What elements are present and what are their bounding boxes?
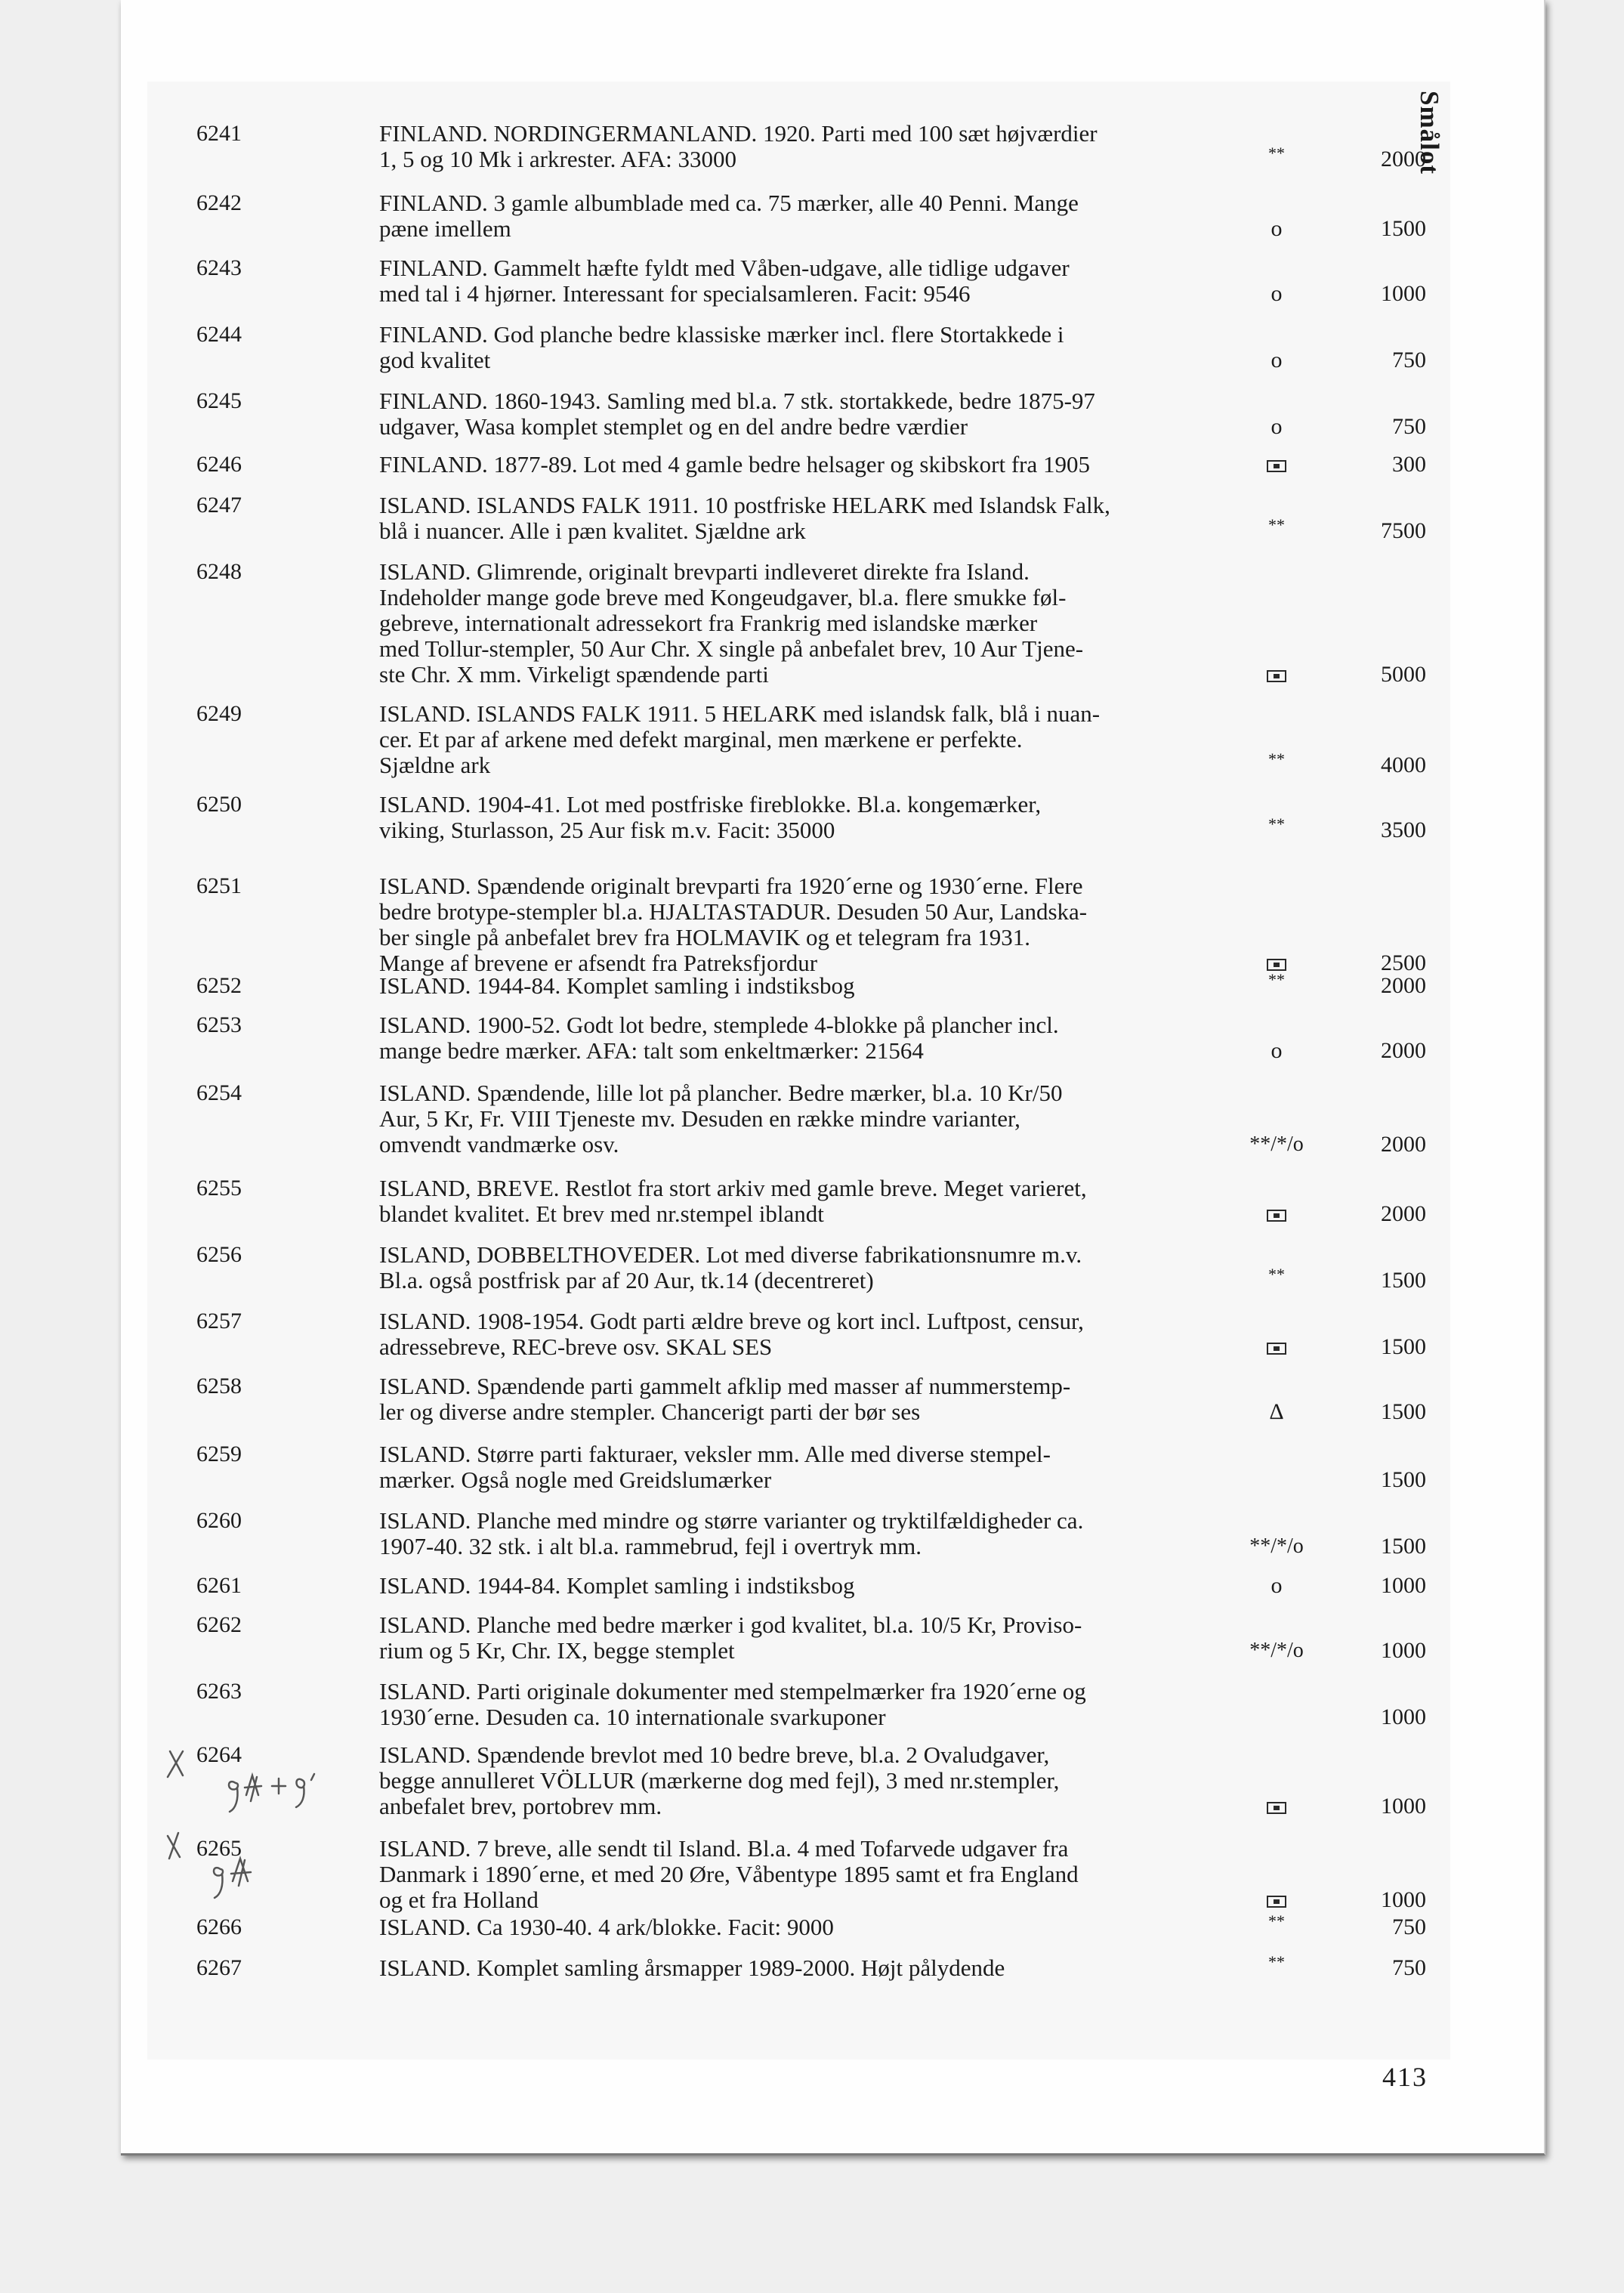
envelope-cover-icon (1267, 1210, 1286, 1222)
lot-number: 6253 (196, 1012, 242, 1037)
lot-description-line: ISLAND. Spændende originalt brevparti fra 1920´erne og 1930´erne. Flere (379, 873, 1083, 899)
lot-number: 6252 (196, 973, 242, 998)
lot-description (379, 1679, 1225, 1730)
lot-condition: ** (1268, 1911, 1285, 1930)
lot-price: 750 (1392, 414, 1426, 439)
lot-price: 1500 (1381, 1534, 1426, 1559)
lot-description-line: ISLAND. Spændende parti gammelt afklip med masser af nummerstemp- (379, 1373, 1071, 1399)
lot-number: 6257 (196, 1309, 242, 1333)
lot-price: 7500 (1381, 518, 1426, 543)
lot-description (379, 792, 1225, 843)
lot-description (379, 701, 1225, 778)
lot-number: 6249 (196, 701, 242, 726)
lot-description-line: Sjældne ark (379, 752, 491, 778)
lot-description (379, 1612, 1225, 1664)
lot-condition: o (1270, 348, 1283, 372)
handwritten-note-6264 (229, 1782, 238, 1812)
lot-description-line: 1907-40. 32 stk. i alt bl.a. rammebrud, fejl i overtryk mm. (379, 1533, 922, 1559)
lot-condition: ** (1268, 1265, 1285, 1284)
lot-price: 2000 (1381, 147, 1426, 172)
lot-price: 1000 (1381, 1794, 1426, 1819)
lot-price: 1500 (1381, 1467, 1426, 1492)
handwritten-annotations (151, 1730, 347, 1904)
lot-price: 2500 (1381, 950, 1426, 975)
lot-price: 2000 (1381, 1132, 1426, 1157)
lot-description-line: ISLAND. 1944-84. Komplet samling i indstiksbog (379, 1572, 855, 1599)
lot-description-line: gebreve, internationalt adressekort fra Frankrig med islandske mærker (379, 610, 1038, 636)
lot-description-line: ISLAND. Spændende, lille lot på plancher. Bedre mærker, bl.a. 10 Kr/50 (379, 1080, 1063, 1106)
lot-description-line: FINLAND. NORDINGERMANLAND. 1920. Parti med 100 sæt højværdier (379, 120, 1098, 147)
lot-condition: ** (1268, 749, 1285, 768)
lot-number: 6262 (196, 1612, 242, 1637)
lot-condition: **/*/o (1249, 1534, 1304, 1558)
handwritten-note-6265 (214, 1868, 223, 1898)
lot-price: 2000 (1381, 1201, 1426, 1226)
lot-description-line: ISLAND. ISLANDS FALK 1911. 5 HELARK med islandsk falk, blå i nuan- (379, 700, 1101, 727)
lot-price: 3500 (1381, 817, 1426, 842)
lot-price: 1000 (1381, 1573, 1426, 1598)
lot-description (379, 388, 1225, 440)
lot-description-line: blå i nuancer. Alle i pæn kvalitet. Sjældne ark (379, 518, 806, 544)
lot-condition: ** (1268, 814, 1285, 833)
lot-price: 750 (1392, 1914, 1426, 1939)
lot-description-line: blandet kvalitet. Et brev med nr.stempel iblandt (379, 1201, 824, 1227)
lot-condition: ** (1268, 144, 1285, 162)
lot-number: 6248 (196, 559, 242, 584)
lot-description (379, 1442, 1225, 1493)
envelope-cover-icon (1224, 1201, 1329, 1227)
lot-price: 1000 (1381, 1638, 1426, 1663)
lot-number: 6256 (196, 1242, 242, 1267)
lot-condition: ** (1268, 970, 1285, 989)
lot-description-line: 1930´erne. Desuden ca. 10 internationale svarkuponer (379, 1704, 886, 1730)
lot-description-line: ISLAND. Komplet samling årsmapper 1989-2000. Højt pålydende (379, 1955, 1005, 1981)
lot-price: 1500 (1381, 1399, 1426, 1424)
lot-price: 2000 (1381, 1038, 1426, 1063)
lot-number: 6259 (196, 1442, 242, 1466)
lot-description-line: ISLAND. ISLANDS FALK 1911. 10 postfriske HELARK med Islandsk Falk, (379, 492, 1110, 518)
handwritten-x-mark-6264 (168, 1751, 183, 1777)
lot-description (379, 1374, 1225, 1425)
lot-description (379, 452, 1225, 477)
lot-description (379, 1573, 1225, 1599)
lot-number: 6263 (196, 1679, 242, 1704)
lot-description-line: Bl.a. også postfrisk par af 20 Aur, tk.14 (decentreret) (379, 1267, 874, 1293)
lot-number: 6244 (196, 322, 242, 347)
lot-description-line: med Tollur-stempler, 50 Aur Chr. X single på anbefalet brev, 10 Aur Tjene- (379, 635, 1084, 662)
lot-condition: o (1270, 414, 1283, 439)
lot-description-line: ISLAND, DOBBELTHOVEDER. Lot med diverse fabrikationsnumre m.v. (379, 1241, 1082, 1268)
lot-description-line: mærker. Også nogle med Greidslumærker (379, 1466, 772, 1493)
lot-number: 6245 (196, 388, 242, 413)
lot-description-line: FINLAND. 1860-1943. Samling med bl.a. 7 stk. stortakkede, bedre 1875-97 (379, 388, 1095, 414)
lot-description-line: Mange af brevene er afsendt fra Patreksfjordur (379, 950, 818, 976)
lot-description-line: ISLAND. Parti originale dokumenter med stempelmærker fra 1920´erne og (379, 1678, 1086, 1704)
page-number: 413 (1382, 2062, 1428, 2092)
lot-number: 6266 (196, 1914, 242, 1939)
handwritten-x-mark-6265 (168, 1833, 180, 1859)
lot-description (379, 493, 1225, 544)
lot-condition: o (1270, 216, 1283, 241)
envelope-cover-icon (1224, 1334, 1329, 1360)
lot-description-line: viking, Sturlasson, 25 Aur fisk m.v. Facit: 35000 (379, 817, 835, 843)
lot-number: 6264 (196, 1742, 242, 1767)
lot-number: 6260 (196, 1508, 242, 1533)
lot-description-line: ste Chr. X mm. Virkeligt spændende parti (379, 661, 769, 688)
lot-price: 1000 (1381, 1704, 1426, 1729)
lot-description (379, 559, 1225, 688)
lot-description-line: begge annulleret VÖLLUR (mærkerne dog med fejl), 3 med nr.stempler, (379, 1767, 1060, 1794)
lot-description (379, 1012, 1225, 1064)
lot-description-line: ISLAND. Planche med mindre og større varianter og tryktilfældigheder ca. (379, 1507, 1084, 1534)
lot-description-line: med tal i 4 hjørner. Interessant for specialsamleren. Facit: 9546 (379, 280, 971, 307)
envelope-cover-icon (1267, 1896, 1286, 1908)
lot-description-line: pæne imellem (379, 215, 511, 242)
lot-number: 6251 (196, 873, 242, 898)
lot-description-line: ISLAND. 1908-1954. Godt parti ældre breve og kort incl. Luftpost, censur, (379, 1308, 1084, 1334)
lot-description (379, 1508, 1225, 1559)
lot-description-line: ber single på anbefalet brev fra HOLMAVIK og et telegram fra 1931. (379, 924, 1030, 950)
lot-description (379, 255, 1225, 307)
lot-number: 6241 (196, 121, 242, 146)
lot-number: 6246 (196, 452, 242, 477)
lot-price: 300 (1392, 452, 1426, 477)
lot-number: 6267 (196, 1955, 242, 1980)
lot-description-line: og et fra Holland (379, 1887, 539, 1913)
lot-number: 6261 (196, 1573, 242, 1598)
lot-description (379, 190, 1225, 242)
lot-description (379, 121, 1225, 172)
lot-description-line: rium og 5 Kr, Chr. IX, begge stemplet (379, 1637, 735, 1664)
lot-description (379, 1242, 1225, 1293)
lot-description (379, 1742, 1225, 1819)
lot-description (379, 1836, 1225, 1913)
lot-price: 1000 (1381, 1887, 1426, 1912)
lot-number: 6243 (196, 255, 242, 280)
lot-description (379, 1309, 1225, 1360)
lot-price: 750 (1392, 348, 1426, 372)
lot-description (379, 973, 1225, 999)
lot-description-line: anbefalet brev, portobrev mm. (379, 1793, 662, 1819)
lot-description-line: Indeholder mange gode breve med Kongeudgaver, bl.a. flere smukke føl- (379, 584, 1067, 610)
lot-description-line: god kvalitet (379, 347, 491, 373)
lot-condition: Δ (1269, 1399, 1284, 1424)
lot-price: 1500 (1381, 1334, 1426, 1359)
envelope-cover-icon (1224, 1794, 1329, 1819)
lot-description-line: bedre brotype-stempler bl.a. HJALTASTADUR. Desuden 50 Aur, Landska- (379, 898, 1088, 925)
lot-condition: ** (1268, 515, 1285, 534)
lot-condition: ** (1268, 1952, 1285, 1971)
lot-number: 6242 (196, 190, 242, 215)
lot-description-line: ISLAND. Glimrende, originalt brevparti indleveret direkte fra Island. (379, 558, 1030, 585)
lot-description-line: adressebreve, REC-breve osv. SKAL SES (379, 1333, 773, 1360)
lot-description-line: ISLAND. Planche med bedre mærker i god kvalitet, bl.a. 10/5 Kr, Proviso- (379, 1612, 1082, 1638)
lot-description-line: Aur, 5 Kr, Fr. VIII Tjeneste mv. Desuden en række mindre varianter, (379, 1105, 1020, 1132)
lot-description-line: ISLAND. 7 breve, alle sendt til Island. Bl.a. 4 med Tofarvede udgaver fra (379, 1835, 1069, 1862)
lot-description-line: ler og diverse andre stempler. Chancerigt parti der bør ses (379, 1398, 921, 1425)
lot-price: 2000 (1381, 973, 1426, 998)
lot-description-line: ISLAND, BREVE. Restlot fra stort arkiv med gamle breve. Meget varieret, (379, 1175, 1087, 1201)
envelope-cover-icon (1267, 1343, 1286, 1355)
lot-description-line: Danmark i 1890´erne, et med 20 Øre, Våbentype 1895 samt et fra England (379, 1861, 1079, 1887)
lot-description (379, 1955, 1225, 1981)
lot-price: 5000 (1381, 662, 1426, 687)
envelope-cover-icon (1224, 452, 1329, 477)
lot-number: 6254 (196, 1080, 242, 1105)
lot-condition: o (1270, 1038, 1283, 1063)
lot-description-line: FINLAND. God planche bedre klassiske mærker incl. flere Stortakkede i (379, 321, 1064, 348)
lot-description-line: FINLAND. 3 gamle albumblade med ca. 75 mærker, alle 40 Penni. Mange (379, 190, 1079, 216)
lot-price: 1500 (1381, 1268, 1426, 1293)
lot-number: 6265 (196, 1836, 242, 1861)
envelope-cover-icon (1224, 662, 1329, 688)
envelope-cover-icon (1267, 670, 1286, 682)
lot-number: 6250 (196, 792, 242, 817)
lot-description-line: 1, 5 og 10 Mk i arkrester. AFA: 33000 (379, 146, 737, 172)
lot-condition: **/*/o (1249, 1133, 1304, 1156)
lot-condition: o (1270, 281, 1283, 306)
lot-description (379, 1914, 1225, 1940)
section-title: Smålot (1415, 91, 1444, 175)
lot-condition: **/*/o (1249, 1639, 1304, 1662)
lot-description-line: FINLAND. 1877-89. Lot med 4 gamle bedre helsager og skibskort fra 1905 (379, 451, 1090, 477)
lot-price: 750 (1392, 1955, 1426, 1980)
lot-description (379, 322, 1225, 373)
lot-price: 1000 (1381, 281, 1426, 306)
lot-number: 6247 (196, 493, 242, 518)
lot-description-line: cer. Et par af arkene med defekt marginal, men mærkene er perfekte. (379, 726, 1023, 752)
lot-condition: o (1270, 1573, 1283, 1598)
lot-description (379, 1176, 1225, 1227)
lot-description-line: udgaver, Wasa komplet stemplet og en del andre bedre værdier (379, 413, 968, 440)
envelope-cover-icon (1267, 1802, 1286, 1814)
lot-description-line: ISLAND. 1900-52. Godt lot bedre, stemplede 4-blokke på plancher incl. (379, 1012, 1059, 1038)
lot-price: 1500 (1381, 216, 1426, 241)
lot-description-line: ISLAND. Større parti fakturaer, veksler mm. Alle med diverse stempel- (379, 1441, 1051, 1467)
lot-description-line: ISLAND. Spændende brevlot med 10 bedre breve, bl.a. 2 Ovaludgaver, (379, 1741, 1050, 1768)
envelope-cover-icon (1267, 460, 1286, 472)
lot-number: 6255 (196, 1176, 242, 1201)
lot-price: 4000 (1381, 752, 1426, 777)
lot-description-line: ISLAND. Ca 1930-40. 4 ark/blokke. Facit: 9000 (379, 1914, 834, 1940)
lot-number: 6258 (196, 1374, 242, 1398)
lot-description-line: mange bedre mærker. AFA: talt som enkeltmærker: 21564 (379, 1037, 924, 1064)
lot-description-line: FINLAND. Gammelt hæfte fyldt med Våben-udgave, alle tidlige udgaver (379, 255, 1070, 281)
lot-description (379, 873, 1225, 976)
lot-description (379, 1080, 1225, 1157)
lot-description-line: ISLAND. 1944-84. Komplet samling i indstiksbog (379, 972, 855, 999)
lot-description-line: omvendt vandmærke osv. (379, 1131, 619, 1157)
lot-description-line: ISLAND. 1904-41. Lot med postfriske fireblokke. Bl.a. kongemærker, (379, 791, 1042, 817)
